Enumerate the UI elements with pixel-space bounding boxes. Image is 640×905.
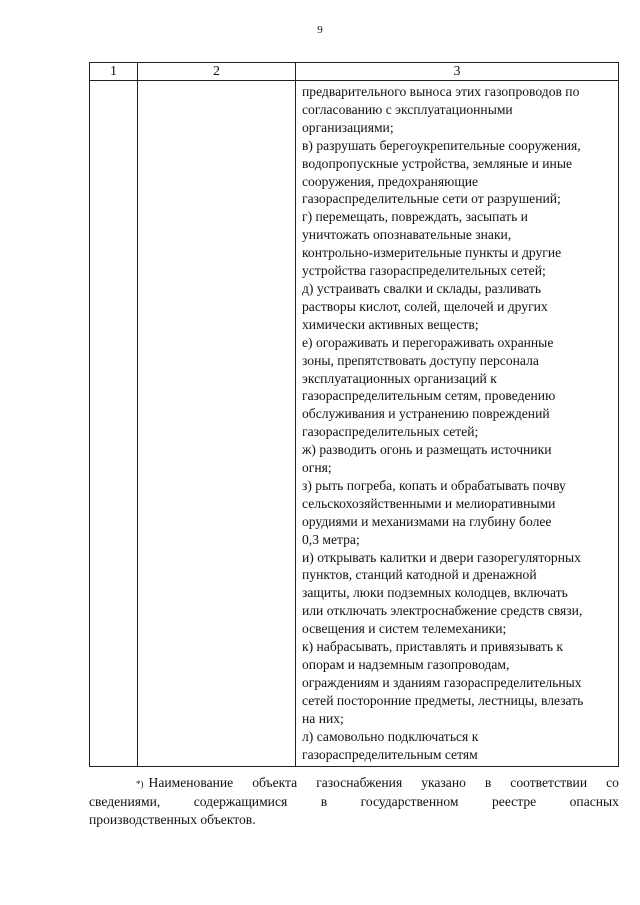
text-line: ограждениям и зданиям газораспределительных bbox=[302, 674, 582, 690]
table-row bbox=[90, 81, 619, 767]
column-header-2: 2 bbox=[138, 63, 296, 81]
footnote-line-1-text bbox=[149, 774, 620, 792]
text-line: устройства газораспределительных сетей; bbox=[302, 263, 546, 279]
footnote-word: опасных bbox=[569, 794, 619, 809]
text-line: предварительного выноса этих газопроводов по bbox=[302, 84, 580, 99]
footnote-line-2 bbox=[89, 793, 619, 811]
text-line: уничтожать опознавательные знаки, bbox=[302, 227, 512, 243]
column-header-3: 3 bbox=[296, 63, 619, 81]
text-line: к) набрасывать, приставлять и привязывать к bbox=[302, 639, 564, 655]
table-cell-col2 bbox=[138, 81, 296, 767]
footnote-word: содержащимися bbox=[193, 794, 288, 809]
text-line: пунктов, станций катодной и дренажной bbox=[302, 567, 537, 583]
footnote-word: объекта bbox=[252, 775, 298, 790]
text-line: газораспределительным сетям, проведению bbox=[302, 388, 556, 404]
footnote-word: со bbox=[606, 775, 619, 790]
footnote-word: государственном bbox=[360, 794, 459, 809]
footnote-word: сведениями, bbox=[89, 794, 161, 809]
text-line: эксплуатационных организаций к bbox=[302, 370, 497, 386]
column-header-1: 1 bbox=[90, 63, 138, 81]
text-line: газораспределительным сетям bbox=[302, 746, 478, 762]
text-line: е) огораживать и перегораживать охранные bbox=[302, 334, 554, 350]
footnote-word: указано bbox=[421, 775, 466, 790]
text-line: газораспределительные сети от разрушений; bbox=[302, 191, 561, 207]
text-line: обслуживания и устранению повреждений bbox=[302, 406, 550, 422]
prohibitions-text bbox=[296, 81, 618, 763]
text-line: г) перемещать, повреждать, засыпать и bbox=[302, 209, 528, 225]
text-line: сооружения, предохраняющие bbox=[302, 173, 479, 189]
footnote-word: Наименование bbox=[148, 775, 234, 790]
text-line: на них; bbox=[302, 710, 344, 726]
page-number: 9 bbox=[317, 24, 323, 36]
text-line: контрольно-измерительные пункты и другие bbox=[302, 245, 562, 261]
footnote-line-3: производственных объектов. bbox=[89, 812, 256, 827]
text-line: химически активных веществ; bbox=[302, 316, 479, 332]
footnote-mark: *) bbox=[136, 779, 144, 789]
text-line: растворы кислот, солей, щелочей и других bbox=[302, 298, 548, 314]
table-cell-col1 bbox=[90, 81, 138, 767]
text-line: сетей посторонние предметы, лестницы, влезать bbox=[302, 692, 584, 708]
footnote-word: газоснабжения bbox=[316, 775, 403, 790]
text-line: или отключать электроснабжение средств связи, bbox=[302, 603, 583, 619]
text-line: водопропускные устройства, земляные и иные bbox=[302, 155, 572, 171]
footnote-line-1 bbox=[89, 774, 619, 793]
text-line: согласованию с эксплуатационными bbox=[302, 101, 513, 117]
text-line: в) разрушать берегоукрепительные сооружения, bbox=[302, 137, 581, 153]
table-header-row bbox=[90, 63, 619, 81]
text-line: орудиями и механизмами на глубину более bbox=[302, 513, 552, 529]
footnote-word: реестре bbox=[491, 794, 537, 809]
text-line: огня; bbox=[302, 460, 332, 476]
text-line: д) устраивать свалки и склады, разливать bbox=[302, 280, 542, 296]
text-line: и) открывать калитки и двери газорегуляторных bbox=[302, 549, 581, 565]
footnote bbox=[89, 774, 619, 829]
text-line: сельскохозяйственными и мелиоративными bbox=[302, 495, 556, 511]
footnote-word: в bbox=[484, 775, 492, 790]
text-line: защиты, люки подземных колодцев, включать bbox=[302, 585, 568, 601]
document-table bbox=[89, 62, 619, 767]
table-cell-col3 bbox=[296, 81, 619, 767]
text-line: освещения и систем телемеханики; bbox=[302, 621, 507, 637]
text-line: организациями; bbox=[302, 119, 394, 135]
text-line: газораспределительных сетей; bbox=[302, 424, 479, 440]
text-line: л) самовольно подключаться к bbox=[302, 728, 479, 744]
text-line: зоны, препятствовать доступу персонала bbox=[302, 352, 539, 368]
footnote-word: в bbox=[320, 794, 328, 809]
text-line: 0,3 метра; bbox=[302, 531, 360, 547]
text-line: ж) разводить огонь и размещать источники bbox=[302, 442, 552, 458]
text-line: з) рыть погреба, копать и обрабатывать почву bbox=[302, 477, 566, 493]
footnote-word: соответствии bbox=[510, 775, 588, 790]
text-line: опорам и надземным газопроводам, bbox=[302, 657, 510, 672]
